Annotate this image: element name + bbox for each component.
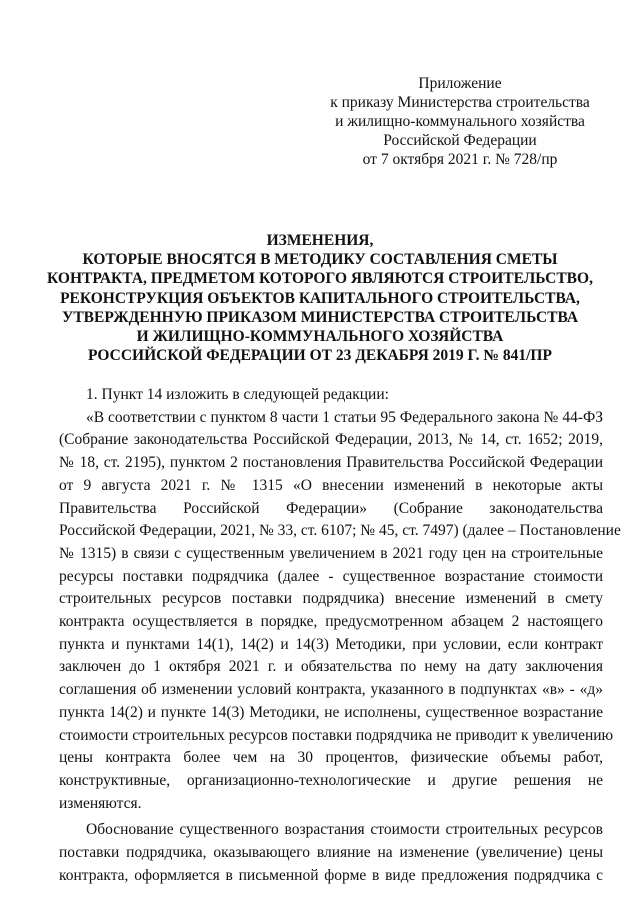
title-line: УТВЕРЖДЕННУЮ ПРИКАЗОМ МИНИСТЕРСТВА СТРОИТЕЛЬСТВА xyxy=(61,308,579,326)
text-line: Правительства Российской Федерации» (Собрание законодательства xyxy=(59,499,603,517)
justification-paragraph xyxy=(59,819,603,887)
appendix-header xyxy=(322,74,598,169)
text-line: контракта, оформляется в письменной форме в виде предложения подрядчика с xyxy=(59,866,603,884)
document-title xyxy=(40,231,600,365)
text-line: № 18, ст. 2195), пунктом 2 постановления Правительства Российской Федерации xyxy=(59,454,603,472)
text-line: конструктивные, организационно-технологические и другие решения не xyxy=(59,771,603,789)
text-line: Обоснование существенного возрастания стоимости строительных ресурсов xyxy=(86,821,603,839)
text-line: Российской Федерации, 2021, № 33, ст. 6107; № 45, ст. 7497) (далее – Постановление xyxy=(59,522,621,540)
text-line: пункта и пунктами 14(1), 14(2) и 14(3) Методики, при условии, если контракт xyxy=(59,635,603,653)
text-line: заключен до 1 октября 2021 г. и обязательства по нему на дату заключения xyxy=(59,658,603,676)
text-line: ресурсы поставки подрядчика (далее - существенное возрастание стоимости xyxy=(59,567,603,585)
title-line: КОТОРЫЕ ВНОСЯТСЯ В МЕТОДИКУ СОСТАВЛЕНИЯ СМЕТЫ xyxy=(82,251,558,269)
text-line: соглашения об изменении условий контракта, указанного в подпунктах «в» - «д» xyxy=(59,681,603,699)
text-line: «В соответствии с пунктом 8 части 1 статьи 95 Федерального закона № 44-ФЗ xyxy=(86,408,603,426)
appendix-line: Российской Федерации xyxy=(383,132,537,149)
text-line: стоимости строительных ресурсов поставки подрядчика не приводит к увеличению xyxy=(59,726,614,744)
title-line: РОССИЙСКОЙ ФЕДЕРАЦИИ ОТ 23 ДЕКАБРЯ 2019 Г. № 841/ПР xyxy=(88,347,552,365)
text-line: контракта осуществляется в порядке, предусмотренном абзацем 2 настоящего xyxy=(59,613,603,631)
text-line: строительных ресурсов поставки подрядчика) внесение изменений в смету xyxy=(59,590,603,608)
appendix-line: Приложение xyxy=(418,75,502,92)
title-line: И ЖИЛИЩНО-КОММУНАЛЬНОГО ХОЗЯЙСТВА xyxy=(136,328,504,346)
text-line: изменяются. xyxy=(59,794,142,812)
text-line: поставки подрядчика, оказывающего влияние на изменение (увеличение) цены xyxy=(59,844,603,862)
text-line: (Собрание законодательства Российской Федерации, 2013, № 14, ст. 1652; 2019, xyxy=(59,431,603,449)
quoted-paragraph xyxy=(59,407,621,816)
text-line: пункта 14(2) и пункте 14(3) Методики, не исполнены, существенное возрастание xyxy=(59,703,603,721)
appendix-line: и жилищно-коммунального хозяйства xyxy=(335,113,585,130)
appendix-line: к приказу Министерства строительства xyxy=(330,94,590,111)
text-line: № 1315) в связи с существенным увеличением в 2021 году цен на строительные xyxy=(59,544,603,562)
text-line: цены контракта более чем на 30 процентов, физические объемы работ, xyxy=(59,749,603,767)
item-1-heading: 1. Пункт 14 изложить в следующей редакции: xyxy=(86,386,389,403)
title-line: КОНТРАКТА, ПРЕДМЕТОМ КОТОРОГО ЯВЛЯЮТСЯ СТРОИТЕЛЬСТВО, xyxy=(47,270,593,288)
document-body xyxy=(59,384,621,887)
title-line: ИЗМЕНЕНИЯ, xyxy=(266,232,374,249)
title-line: РЕКОНСТРУКЦИЯ ОБЪЕКТОВ КАПИТАЛЬНОГО СТРОИТЕЛЬСТВА, xyxy=(60,289,580,307)
text-line: от 9 августа 2021 г. № 1315 «О внесении изменений в некоторые акты xyxy=(59,476,603,494)
appendix-line: от 7 октября 2021 г. № 728/пр xyxy=(362,151,558,168)
